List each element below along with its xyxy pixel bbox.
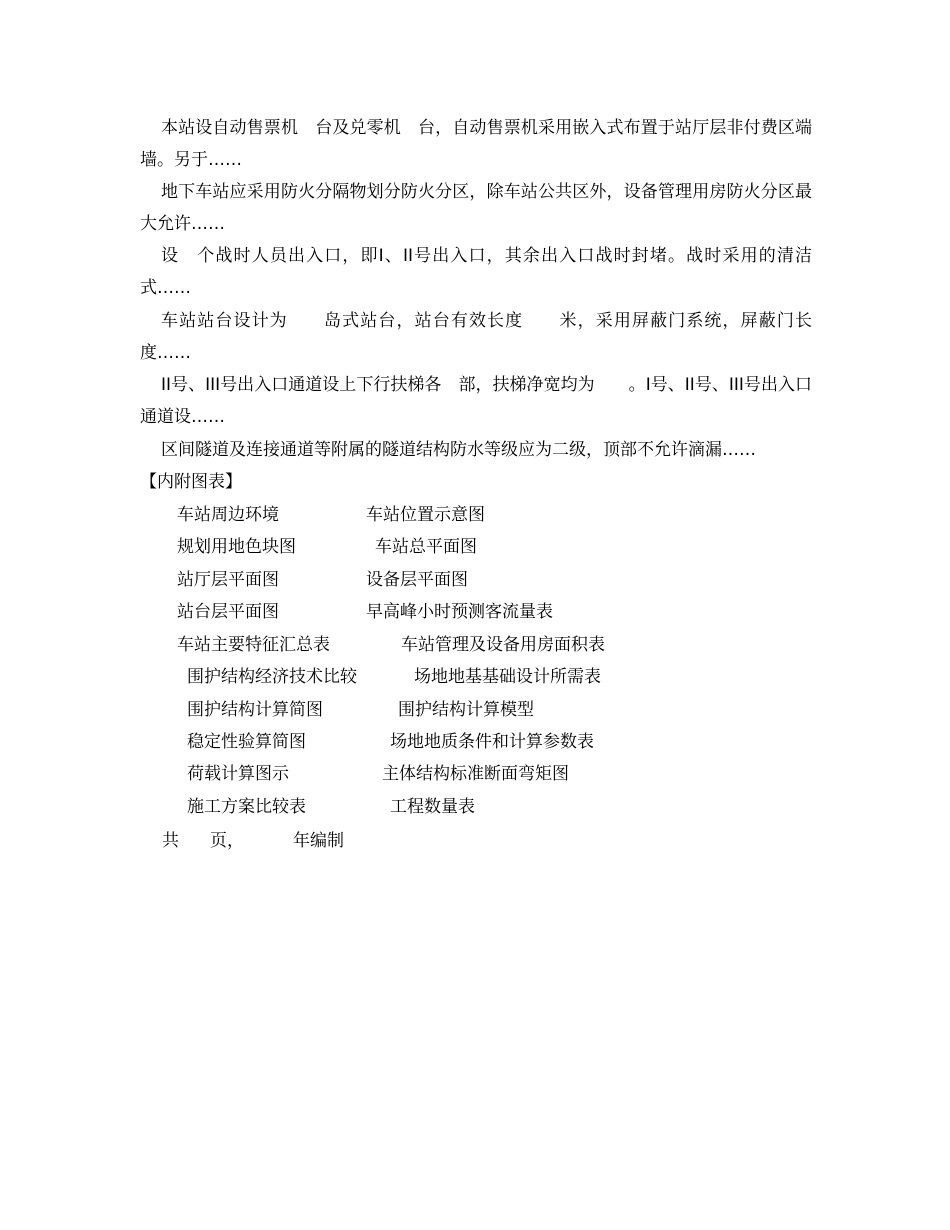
figure-list-item: 围护结构经济技术比较: [187, 667, 357, 687]
figure-list-item: 设备层平面图: [366, 570, 468, 590]
figure-list-item: 早高峰小时预测客流量表: [366, 602, 553, 622]
footer-year-label: 年编制: [293, 831, 344, 851]
figure-list-item: 主体结构标准断面弯矩图: [382, 764, 569, 784]
figure-list-item: 施工方案比较表: [187, 797, 306, 817]
appendix-heading: 【内附图表】: [140, 472, 242, 492]
paragraph-platform-design: 车站站台设计为 岛式站台，站台有效长度 米，采用屏蔽门系统，屏蔽门长度……: [140, 311, 812, 363]
figure-list-item: 工程数量表: [390, 797, 475, 817]
footer-pages-label: 页，: [210, 831, 244, 851]
figure-list-item: 车站位置示意图: [366, 505, 485, 525]
figure-list-item: 车站管理及设备用房面积表: [401, 635, 605, 655]
figure-list-item: 车站主要特征汇总表: [177, 635, 330, 655]
paragraph-ticket-machines: 本站设自动售票机 台及兑零机 台，自动售票机采用嵌入式布置于站厅层非付费区端墙。另于……: [140, 118, 812, 170]
figure-list-item: 场地地质条件和计算参数表: [390, 732, 594, 752]
paragraph-escalators: II号、III号出入口通道设上下行扶梯各 部，扶梯净宽均为 。I号、II号、III号出入口通道设……: [140, 375, 812, 427]
figure-list-item: 稳定性验算简图: [187, 732, 306, 752]
figure-list-item: 围护结构计算模型: [398, 700, 534, 720]
figure-list-item: 站台层平面图: [177, 602, 279, 622]
paragraph-waterproofing: 区间隧道及连接通道等附属的隧道结构防水等级应为二级，顶部不允许滴漏……: [161, 440, 756, 460]
figure-list-item: 荷载计算图示: [187, 764, 289, 784]
paragraph-wartime-entrances: 设 个战时人员出入口，即I、II号出入口，其余出入口战时封堵。战时采用的清洁式……: [140, 246, 812, 298]
figure-list-item: 车站总平面图: [375, 537, 477, 557]
figure-list-item: 站厅层平面图: [177, 570, 279, 590]
paragraph-fire-compartments: 地下车站应采用防火分隔物划分防火分区，除车站公共区外，设备管理用房防火分区最大允许……: [140, 182, 812, 234]
footer-total-label: 共: [162, 831, 179, 851]
figure-list-item: 规划用地色块图: [177, 537, 296, 557]
figure-list-item: 车站周边环境: [177, 505, 279, 525]
figure-list-item: 围护结构计算简图: [187, 700, 323, 720]
figure-list-item: 场地地基基础设计所需表: [414, 667, 601, 687]
